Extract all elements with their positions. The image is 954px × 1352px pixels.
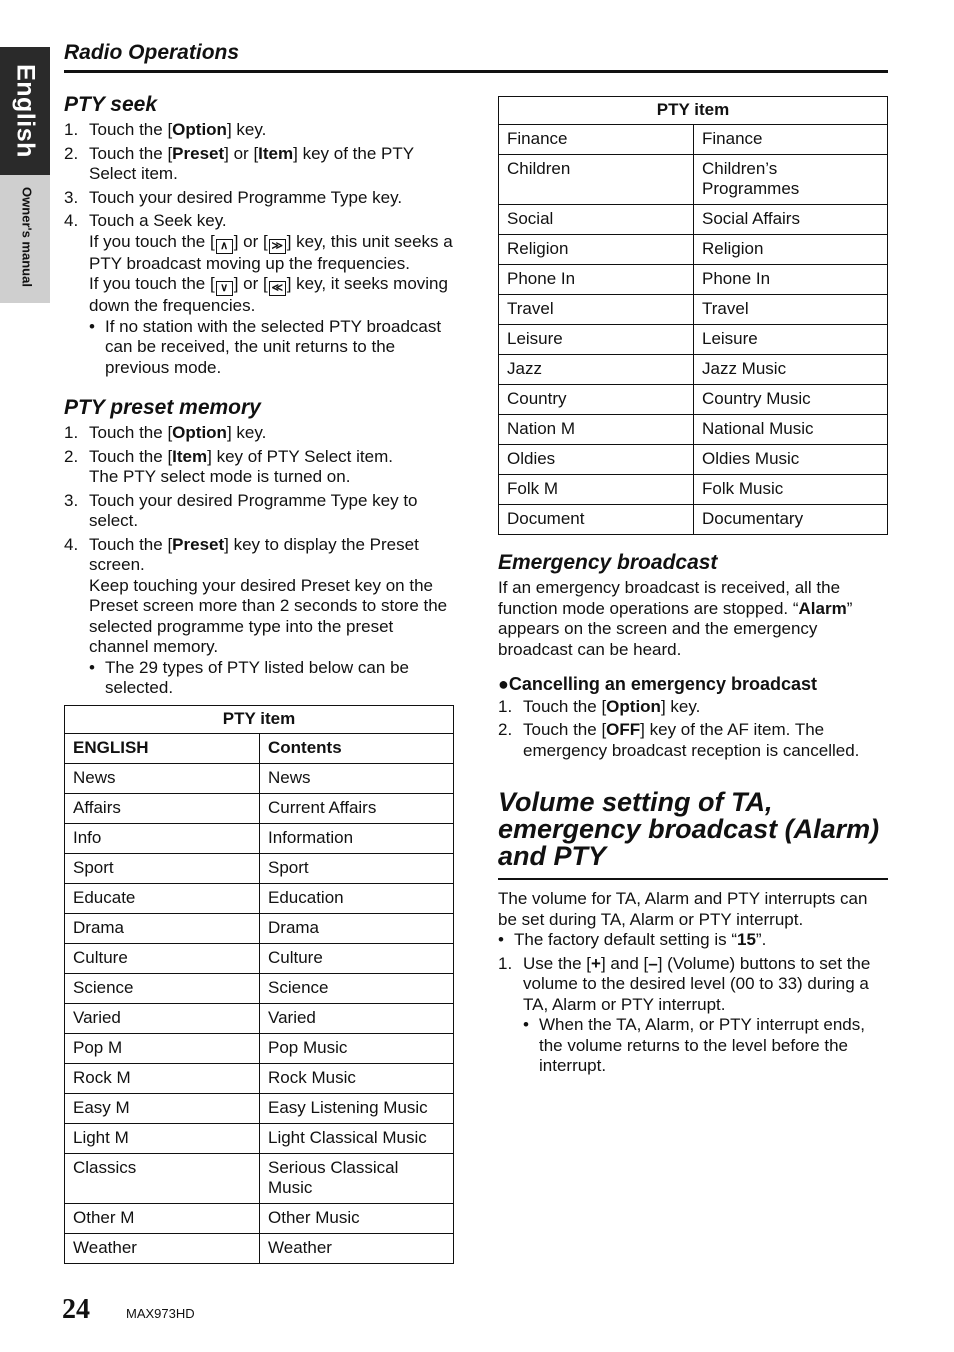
pty-content-cell: Folk Music (694, 475, 888, 505)
pty-content-cell: Serious Classical Music (260, 1153, 454, 1203)
step-text: If you touch the [ (89, 231, 215, 251)
key-label: OFF (606, 720, 641, 739)
pty-code-cell: Sport (65, 853, 260, 883)
step-number: 4. (64, 534, 79, 554)
table-row (65, 1123, 454, 1153)
pty-content-cell: Social Affairs (694, 205, 888, 235)
table-row (65, 1093, 454, 1123)
step-text: Touch the [ (89, 534, 173, 554)
pty-content-cell: News (260, 763, 454, 793)
table-row (65, 793, 454, 823)
pty-content-cell: Information (260, 823, 454, 853)
pty-table-1 (64, 705, 454, 1264)
table-row (65, 973, 454, 1003)
pty-content-cell: Other Music (260, 1203, 454, 1233)
step-text: ] (Volume) buttons to set the volume to the desired level (00 to 33) during a TA, Alarm or PTY interrupt. (523, 953, 871, 1014)
table-row (499, 355, 888, 385)
pty-preset-title: PTY preset memory (64, 396, 261, 419)
step-number: 3. (64, 187, 79, 207)
key-label: – (648, 953, 658, 973)
volume-paragraph: The volume for TA, Alarm and PTY interrupts can be set during TA, Alarm or PTY interrupt. (498, 889, 868, 929)
pty-content-cell: Science (260, 973, 454, 1003)
table-row (65, 1063, 454, 1093)
key-label: Option (172, 120, 227, 139)
column-header-contents: Contents (260, 733, 454, 763)
step-paragraph (89, 232, 454, 275)
pty-preset-steps (64, 423, 454, 699)
bullet-note (498, 930, 888, 951)
step-text: ] key of the PTY Select item. (89, 143, 414, 183)
step-text: ] or [ (224, 143, 259, 163)
step-text: Touch your desired Programme Type key. (89, 187, 403, 207)
key-label: Preset (172, 534, 225, 554)
table-row (65, 823, 454, 853)
pty-content-cell: National Music (694, 415, 888, 445)
pty-code-cell: Finance (499, 125, 694, 155)
cancel-steps (498, 697, 888, 762)
list-item (64, 144, 454, 185)
step-text: ] key, it seeks moving down the frequencies. (89, 274, 448, 315)
pty-code-cell: Science (65, 973, 260, 1003)
step-number: 1. (64, 120, 79, 139)
step-text: ] key of PTY Select item. (207, 446, 393, 466)
table-row (499, 125, 888, 155)
table-title-row (65, 705, 454, 733)
pty-content-cell: Rock Music (260, 1063, 454, 1093)
pty-code-cell: Document (499, 505, 694, 535)
table-row (499, 265, 888, 295)
key-label: Item (172, 446, 208, 466)
bullet-note (89, 658, 454, 699)
side-manual-label: Owner's manual (19, 187, 35, 287)
seek-prev-icon: ≪ (269, 281, 286, 296)
step-paragraph (89, 274, 454, 317)
pty-code-cell: Social (499, 205, 694, 235)
volume-title: Volume setting of TA, emergency broadcast (Alarm) and PTY (498, 789, 888, 880)
table-row (65, 883, 454, 913)
step-text: ] key. (226, 120, 267, 139)
emergency-paragraph (498, 578, 888, 660)
list-item (64, 447, 454, 488)
step-number: 3. (64, 490, 79, 510)
pty-content-cell: Finance (694, 125, 888, 155)
step-number: 2. (498, 720, 513, 739)
bullet-dot: • (89, 657, 95, 677)
side-tab-language-block (0, 47, 50, 175)
bullet-text: The 29 types of PTY listed below can be selected. (105, 657, 409, 697)
bullet-dot: • (498, 930, 504, 949)
pty-code-cell: Drama (65, 913, 260, 943)
step-number: 1. (64, 423, 79, 442)
page-number: 24 (62, 1294, 90, 1325)
step-text: Touch your desired Programme Type key to select. (89, 490, 418, 530)
pty-code-cell: Jazz (499, 355, 694, 385)
pty-code-cell: Folk M (499, 475, 694, 505)
table-row (65, 1233, 454, 1263)
pty-seek-title: PTY seek (64, 93, 158, 116)
side-tab (0, 47, 50, 303)
list-item (64, 188, 454, 209)
pty-code-cell: Travel (499, 295, 694, 325)
step-paragraph: Keep touching your desired Preset key on the Preset screen more than 2 seconds to store the selected programme type into the preset channel memory. (89, 575, 448, 656)
table-row (65, 1003, 454, 1033)
step-paragraph: The PTY select mode is turned on. (89, 467, 351, 486)
volume-section (498, 789, 888, 1077)
pty-content-cell: Oldies Music (694, 445, 888, 475)
bullet-text: ”. (755, 930, 767, 949)
pty-code-cell: Info (65, 823, 260, 853)
pty-code-cell: Varied (65, 1003, 260, 1033)
pty-code-cell: Leisure (499, 325, 694, 355)
bullet-text: If no station with the selected PTY broadcast can be received, the unit returns to the previous mode. (105, 316, 442, 377)
pty-code-cell: Educate (65, 883, 260, 913)
pty-code-cell: Phone In (499, 265, 694, 295)
pty-content-cell: Leisure (694, 325, 888, 355)
list-item (64, 211, 454, 378)
bullet-dot: • (523, 1015, 529, 1034)
pty-code-cell: Pop M (65, 1033, 260, 1063)
table-row (499, 235, 888, 265)
table-title-row (499, 97, 888, 125)
pty-content-cell: Light Classical Music (260, 1123, 454, 1153)
pty-content-cell: Documentary (694, 505, 888, 535)
list-item (498, 954, 888, 1077)
pty-code-cell: News (65, 763, 260, 793)
cancel-heading (498, 674, 888, 695)
key-label: + (591, 953, 601, 973)
key-label: Option (606, 696, 661, 716)
pty-seek-steps (64, 120, 454, 378)
right-column (498, 96, 888, 1080)
left-column (64, 92, 454, 1264)
pty-code-cell: Weather (65, 1233, 260, 1263)
list-item (64, 535, 454, 699)
paragraph-text: If an emergency broadcast is received, all the function mode operations are stopped. “ (498, 578, 841, 618)
list-item (64, 120, 454, 141)
pty-code-cell: Other M (65, 1203, 260, 1233)
pty-content-cell: Education (260, 883, 454, 913)
step-text: ] and [ (600, 953, 649, 973)
pty-table-2 (498, 96, 888, 535)
step-text: Touch the [ (89, 143, 173, 163)
step-text: Touch the [ (523, 720, 607, 739)
table-row (499, 475, 888, 505)
table-row (499, 205, 888, 235)
step-text: ] or [ (233, 231, 268, 251)
table-row (65, 1033, 454, 1063)
pty-code-cell: Light M (65, 1123, 260, 1153)
bullet-text: The factory default setting is “ (514, 930, 737, 949)
pty-content-cell: Culture (260, 943, 454, 973)
section-header (64, 40, 888, 73)
bullet-dot: • (89, 316, 95, 336)
step-number: 1. (498, 953, 513, 973)
table-row (65, 913, 454, 943)
step-text: Touch the [ (89, 423, 173, 442)
step-text: Use the [ (523, 953, 592, 973)
pty-preset-section (64, 395, 454, 699)
pty-content-cell: Drama (260, 913, 454, 943)
pty-code-cell: Nation M (499, 415, 694, 445)
step-number: 1. (498, 696, 513, 716)
model-number: MAX973HD (126, 1306, 195, 1321)
table-row (499, 325, 888, 355)
pty-content-cell: Sport (260, 853, 454, 883)
step-text: Touch the [ (523, 696, 607, 716)
pty-content-cell: Pop Music (260, 1033, 454, 1063)
table-row (499, 445, 888, 475)
bullet-text: When the TA, Alarm, or PTY interrupt ends, the volume returns to the level before the interrupt. (539, 1015, 865, 1075)
table-row (499, 385, 888, 415)
pty-content-cell: Varied (260, 1003, 454, 1033)
step-text: ] or [ (233, 274, 268, 293)
pty-code-cell: Children (499, 155, 694, 205)
step-text: ] key. (660, 696, 701, 716)
step-text: If you touch the [ (89, 274, 215, 293)
key-label: Option (172, 423, 227, 442)
pty-content-cell: Weather (260, 1233, 454, 1263)
step-text: Touch the [ (89, 120, 173, 139)
list-item (498, 720, 888, 761)
table-header-row (65, 733, 454, 763)
list-item (498, 697, 888, 718)
table-row (65, 943, 454, 973)
emergency-section (498, 550, 888, 761)
pty-code-cell: Oldies (499, 445, 694, 475)
pty-content-cell: Country Music (694, 385, 888, 415)
pty-content-cell: Jazz Music (694, 355, 888, 385)
pty-content-cell: Children’s Programmes (694, 155, 888, 205)
table-row (65, 763, 454, 793)
pty-code-cell: Country (499, 385, 694, 415)
list-item (64, 491, 454, 532)
step-text: ] key, this unit seeks a PTY broadcast moving up the frequencies. (89, 231, 453, 273)
step-text: ] key of the AF item. The emergency broadcast reception is cancelled. (523, 720, 860, 760)
step-text: Touch a Seek key. (89, 211, 227, 230)
step-number: 2. (64, 143, 79, 163)
pty-code-cell: Easy M (65, 1093, 260, 1123)
table-title: PTY item (499, 97, 888, 125)
table-row (65, 853, 454, 883)
step-text: Touch the [ (89, 446, 173, 466)
emergency-title: Emergency broadcast (498, 551, 718, 574)
table-row (499, 295, 888, 325)
seek-down-icon: ∨ (216, 281, 233, 296)
pty-code-cell: Culture (65, 943, 260, 973)
pty-code-cell: Affairs (65, 793, 260, 823)
bullet-note (89, 317, 454, 379)
pty-code-cell: Rock M (65, 1063, 260, 1093)
pty-code-cell: Classics (65, 1153, 260, 1203)
table-row (499, 505, 888, 535)
bullet-note (523, 1015, 888, 1077)
pty-content-cell: Religion (694, 235, 888, 265)
paragraph-text: ” appears on the screen and the emergency broadcast can be heard. (498, 598, 853, 659)
pty-content-cell: Current Affairs (260, 793, 454, 823)
key-label: Item (258, 143, 294, 163)
key-label: Preset (172, 143, 225, 163)
pty-seek-section (64, 92, 454, 378)
step-text: ] key. (226, 423, 267, 442)
table-title: PTY item (65, 705, 454, 733)
alarm-label: Alarm (798, 598, 847, 618)
cancel-heading-text: Cancelling an emergency broadcast (508, 674, 817, 694)
filled-circle-icon: ● (498, 674, 509, 694)
table-row (499, 415, 888, 445)
default-value: 15 (737, 930, 756, 949)
volume-steps (498, 954, 888, 1077)
column-header-english: ENGLISH (65, 733, 260, 763)
step-text: ] key to display the Preset screen. (89, 534, 419, 574)
list-item (64, 423, 454, 444)
step-number: 4. (64, 211, 79, 230)
section-title: Radio Operations (64, 41, 240, 64)
pty-content-cell: Phone In (694, 265, 888, 295)
table-row (65, 1153, 454, 1203)
seek-up-icon: ∧ (216, 239, 233, 254)
pty-code-cell: Religion (499, 235, 694, 265)
pty-content-cell: Easy Listening Music (260, 1093, 454, 1123)
side-language-label: English (11, 64, 40, 158)
table-row (499, 155, 888, 205)
seek-next-icon: ≫ (269, 239, 286, 254)
table-row (65, 1203, 454, 1233)
pty-content-cell: Travel (694, 295, 888, 325)
step-number: 2. (64, 446, 79, 466)
